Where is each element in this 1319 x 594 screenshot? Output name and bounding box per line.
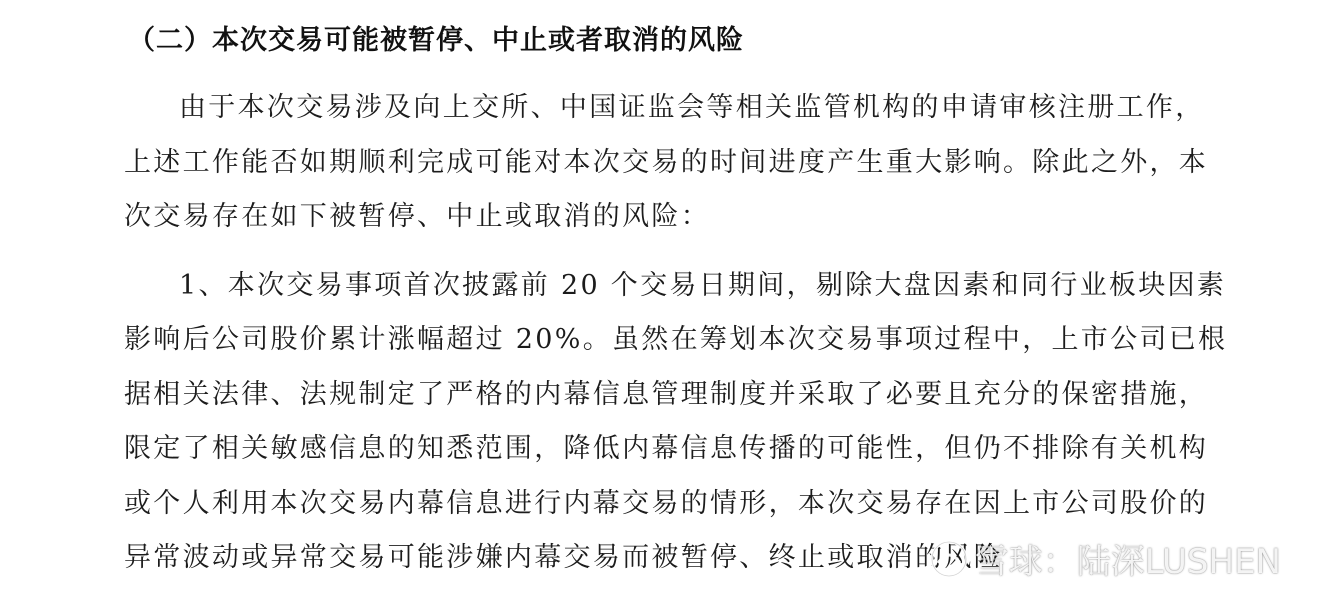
- paragraph-1-line-2: 上述工作能否如期顺利完成可能对本次交易的时间进度产生重大影响。除此之外，本: [124, 147, 1209, 178]
- paragraph-2-line-3: 据相关法律、法规制定了严格的内幕信息管理制度并采取了必要且充分的保密措施，: [124, 379, 1209, 410]
- paragraph-2-line-6: 异常波动或异常交易可能涉嫌内幕交易而被暂停、终止或取消的风险: [124, 542, 1003, 573]
- snowball-logo-icon: [929, 539, 969, 579]
- watermark-text: 雪球：陆深LUSHEN: [974, 542, 1281, 582]
- paragraph-2-line-5: 或个人利用本次交易内幕信息进行内幕交易的情形，本次交易存在因上市公司股价的: [124, 488, 1209, 519]
- paragraph-2-line-1: 1、本次交易事项首次披露前 20 个交易日期间，剔除大盘因素和同行业板块因素: [179, 270, 1227, 301]
- section-heading: （二）本次交易可能被暂停、中止或者取消的风险: [128, 25, 744, 56]
- watermark: [929, 534, 1281, 583]
- paragraph-2-line-4: 限定了相关敏感信息的知悉范围，降低内幕信息传播的可能性，但仍不排除有关机构: [124, 433, 1209, 464]
- paragraph-1-line-1: 由于本次交易涉及向上交所、中国证监会等相关监管机构的申请审核注册工作，: [179, 92, 1205, 123]
- paragraph-1-line-3: 次交易存在如下被暂停、中止或取消的风险：: [124, 201, 710, 232]
- paragraph-2-line-2: 影响后公司股价累计涨幅超过 20%。虽然在筹划本次交易事项过程中，上市公司已根: [124, 324, 1228, 355]
